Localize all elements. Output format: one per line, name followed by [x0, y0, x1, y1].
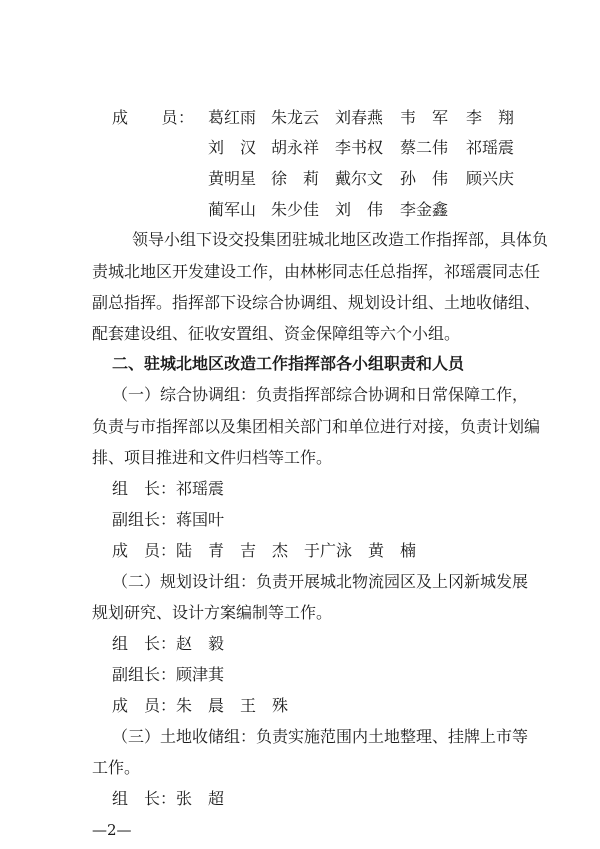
- group-leader: 组 长：祁瑶震: [112, 479, 225, 498]
- group-members: 成 员：陆 青 吉 杰 于广泳 黄 楠: [112, 541, 417, 560]
- paragraph-line: 工作。: [92, 758, 141, 777]
- paragraph-line: 责城北地区开发建设工作，由林彬同志任总指挥，祁瑶震同志任: [92, 262, 541, 281]
- member-name: 李书权: [335, 138, 384, 157]
- paragraph-line: 配套建设组、征收安置组、资金保障组等六个小组。: [92, 324, 461, 343]
- member-name: 朱龙云: [271, 108, 320, 127]
- member-name: 刘春燕: [335, 108, 384, 127]
- member-name: 李金鑫: [400, 200, 449, 219]
- member-name: 徐 莉: [271, 169, 320, 188]
- member-name: 孙 伟: [400, 169, 449, 188]
- member-name: 胡永祥: [271, 138, 320, 157]
- member-name: 葛红雨: [208, 108, 257, 127]
- members-label: 成 员：: [112, 108, 195, 127]
- paragraph-line: 排、项目推进和文件归档等工作。: [92, 448, 333, 467]
- member-name: 蔺军山: [208, 200, 257, 219]
- group-members: 成 员：朱 晨 王 殊: [112, 696, 289, 715]
- section-heading: 二、驻城北地区改造工作指挥部各小组职责和人员: [112, 354, 465, 373]
- group-deputy-leader: 副组长：顾津萁: [112, 665, 225, 684]
- member-name: 韦 军: [400, 108, 449, 127]
- paragraph-line: 负责与市指挥部以及集团相关部门和单位进行对接，负责计划编: [92, 417, 541, 436]
- paragraph-line: （二）规划设计组：负责开展城北物流园区及上冈新城发展: [112, 572, 529, 591]
- paragraph-line: （三）土地收储组：负责实施范围内土地整理、挂牌上市等: [112, 727, 529, 746]
- member-name: 黄明星: [208, 169, 257, 188]
- member-name: 戴尔文: [335, 169, 384, 188]
- group-leader: 组 长：张 超: [112, 789, 225, 808]
- member-name: 李 翔: [466, 108, 515, 127]
- member-name: 祁瑶震: [466, 138, 515, 157]
- member-name: 顾兴庆: [466, 169, 515, 188]
- group-leader: 组 长：赵 毅: [112, 634, 225, 653]
- group-deputy-leader: 副组长：蒋国叶: [112, 510, 225, 529]
- paragraph-line: 副总指挥。指挥部下设综合协调组、规划设计组、土地收储组、: [92, 293, 541, 312]
- member-name: 刘 伟: [335, 200, 384, 219]
- paragraph-line: （一）综合协调组：负责指挥部综合协调和日常保障工作，: [112, 385, 529, 404]
- member-name: 蔡二伟: [400, 138, 449, 157]
- page-number: —2—: [92, 821, 132, 839]
- member-name: 刘 汉: [208, 138, 257, 157]
- paragraph-line: 领导小组下设交投集团驻城北地区改造工作指挥部，具体负: [132, 230, 549, 249]
- member-name: 朱少佳: [271, 200, 320, 219]
- paragraph-line: 规划研究、设计方案编制等工作。: [92, 603, 333, 622]
